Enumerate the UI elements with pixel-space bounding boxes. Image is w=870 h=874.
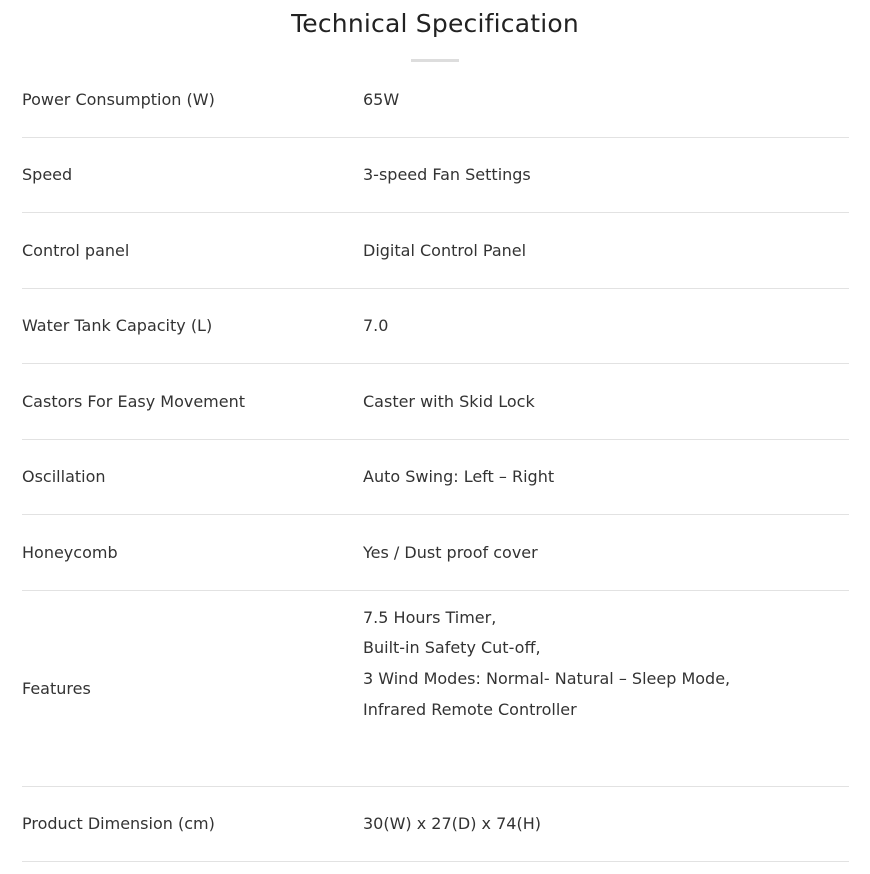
spec-value: 7.0 <box>363 316 389 336</box>
spec-row-speed <box>22 138 849 214</box>
feature-line: 3 Wind Modes: Normal- Natural – Sleep Mode, <box>363 669 731 688</box>
feature-line: Built-in Safety Cut-off, <box>363 638 541 658</box>
spec-row-oscillation <box>22 440 849 516</box>
spec-value: 30(W) x 27(D) x 74(H) <box>363 814 541 834</box>
spec-label: Product Dimension (cm) <box>22 814 215 834</box>
spec-row-castors <box>22 364 849 440</box>
spec-label: Control panel <box>22 240 130 260</box>
spec-value: Caster with Skid Lock <box>363 391 535 411</box>
spec-value: Yes / Dust proof cover <box>363 542 538 562</box>
page-title: Technical Specification <box>291 9 579 38</box>
feature-line: Infrared Remote Controller <box>363 699 577 719</box>
spec-value-list <box>363 603 849 726</box>
spec-row-features <box>22 591 849 787</box>
spec-table <box>22 62 849 862</box>
spec-label: Features <box>22 678 91 698</box>
spec-row-control-panel <box>22 213 849 289</box>
spec-label: Speed <box>22 165 73 185</box>
spec-label: Castors For Easy Movement <box>22 391 246 411</box>
spec-label: Water Tank Capacity (L) <box>22 316 213 336</box>
spec-value: Digital Control Panel <box>363 240 527 260</box>
spec-row-water-tank-capacity <box>22 289 849 365</box>
spec-label: Honeycomb <box>22 542 118 562</box>
spec-value: 65W <box>363 89 400 109</box>
spec-row-honeycomb <box>22 515 849 591</box>
spec-row-product-dimension <box>22 787 849 863</box>
spec-value: 3-speed Fan Settings <box>363 165 531 185</box>
feature-line: 7.5 Hours Timer, <box>363 607 497 627</box>
spec-value: Auto Swing: Left – Right <box>363 467 555 487</box>
spec-label: Oscillation <box>22 467 106 487</box>
spec-label: Power Consumption (W) <box>22 89 215 109</box>
spec-row-power-consumption <box>22 62 849 138</box>
